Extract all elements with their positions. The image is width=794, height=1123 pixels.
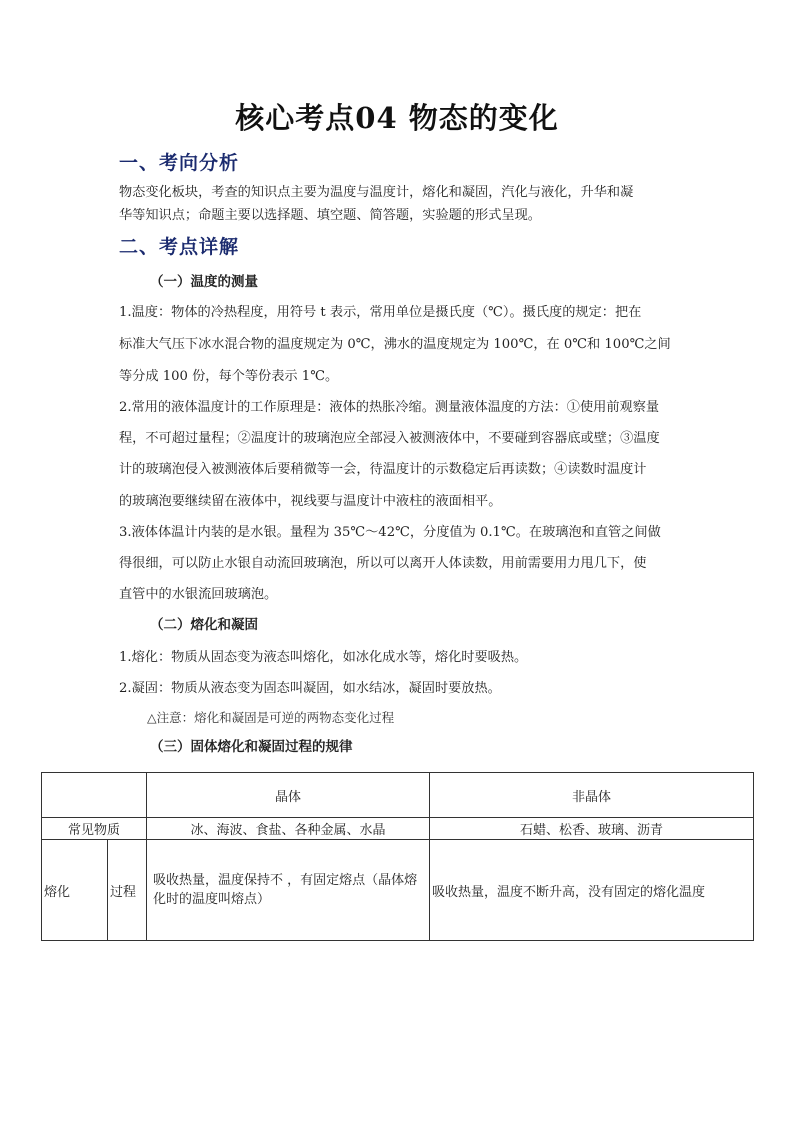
table-header-row xyxy=(42,773,754,818)
page-title: 核心考点04 物态的变化 xyxy=(235,101,559,135)
melting-label: 熔化 xyxy=(42,840,108,941)
table-row-melting xyxy=(42,840,754,941)
temperature-line-1: 1.温度：物体的冷热程度，用符号 t 表示，常用单位是摄氏度（℃）。摄氏度的规定：把在 xyxy=(119,305,642,320)
temperature-line-4: 2.常用的液体温度计的工作原理是：液体的热胀冷缩。测量液体温度的方法：①使用前观察量 xyxy=(119,400,660,415)
melting-rules-table xyxy=(41,772,754,941)
header-crystal: 晶体 xyxy=(147,773,430,818)
melting-amorphous: 吸收热量，温度不断升高，没有固定的熔化温度 xyxy=(430,840,754,941)
melting-crystal: 吸收热量，温度保持不 ，有固定熔点（晶体熔化时的温度叫熔点） xyxy=(147,840,430,941)
common-label: 常见物质 xyxy=(42,818,147,840)
header-amorphous: 非晶体 xyxy=(430,773,754,818)
table-row-common xyxy=(42,818,754,840)
temperature-line-3: 等分成 100 份，每个等份表示 1℃。 xyxy=(119,369,339,384)
temperature-line-2: 标准大气压下冰水混合物的温度规定为 0℃，沸水的温度规定为 100℃，在 0℃和 100℃之间 xyxy=(119,337,671,352)
temperature-line-10: 直管中的水银流回玻璃泡。 xyxy=(119,587,278,602)
subsection-heading-melting: （二）熔化和凝固 xyxy=(150,617,258,633)
melting-line-1: 1.熔化：物质从固态变为液态叫熔化，如冰化成水等，熔化时要吸热。 xyxy=(119,650,528,665)
process-label: 过程 xyxy=(108,840,147,941)
temperature-line-9: 得很细，可以防止水银自动流回玻璃泡，所以可以离开人体读数，用前需要用力甩几下，使 xyxy=(119,556,647,571)
section-heading-details: 二、考点详解 xyxy=(119,236,240,258)
analysis-line-2: 华等知识点；命题主要以选择题、填空题、简答题，实验题的形式呈现。 xyxy=(119,208,541,223)
temperature-line-6: 计的玻璃泡侵入被测液体后要稍微等一会，待温度计的示数稳定后再读数；④读数时温度计 xyxy=(119,462,647,477)
melting-line-2: 2.凝固：物质从液态变为固态叫凝固，如水结冰，凝固时要放热。 xyxy=(119,681,501,696)
analysis-line-1: 物态变化板块，考查的知识点主要为温度与温度计，熔化和凝固，汽化与液化，升华和凝 xyxy=(119,185,634,200)
common-amorphous: 石蜡、松香、玻璃、沥青 xyxy=(430,818,754,840)
temperature-line-8: 3.液体体温计内装的是水银。量程为 35℃～42℃，分度值为 0.1℃。在玻璃泡和直管之间做 xyxy=(119,525,661,540)
melting-note: △注意：熔化和凝固是可逆的两物态变化过程 xyxy=(147,710,395,725)
temperature-line-5: 程，不可超过量程；②温度计的玻璃泡应全部浸入被测液体中，不要碰到容器底或壁；③温度 xyxy=(119,431,660,446)
subsection-heading-rules: （三）固体熔化和凝固过程的规律 xyxy=(150,739,353,755)
section-heading-analysis: 一、考向分析 xyxy=(119,152,240,174)
table-corner-cell xyxy=(42,773,147,818)
temperature-line-7: 的玻璃泡要继续留在液体中，视线要与温度计中液柱的液面相平。 xyxy=(119,494,502,509)
common-crystal: 冰、海波、食盐、各种金属、水晶 xyxy=(147,818,430,840)
subsection-heading-temperature: （一）温度的测量 xyxy=(150,274,258,290)
